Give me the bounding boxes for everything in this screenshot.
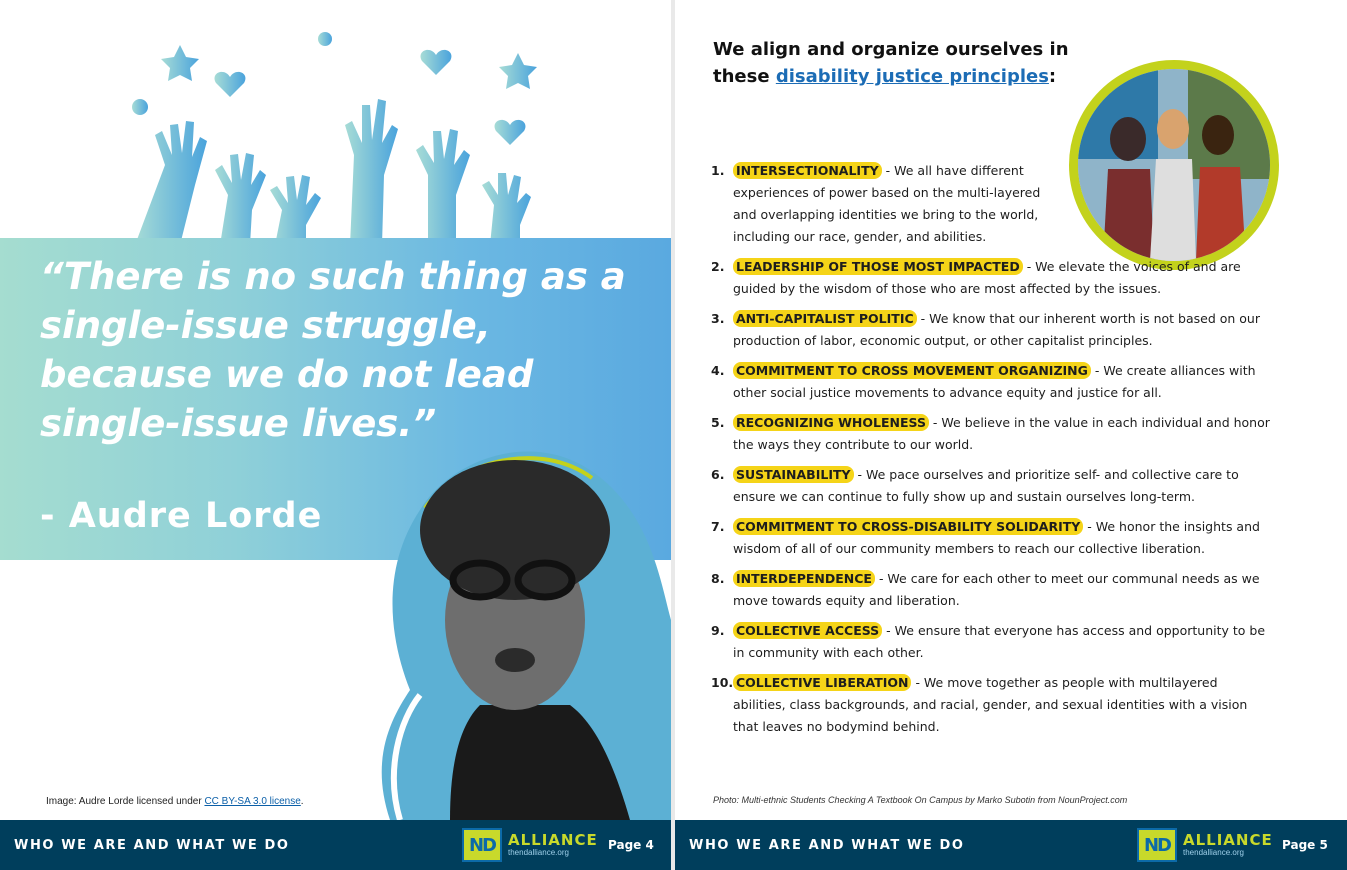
heading-line-1: We align and organize ourselves in bbox=[713, 39, 1069, 60]
license-link[interactable]: CC BY-SA 3.0 license bbox=[204, 796, 301, 807]
logo-name: ALLIANCE bbox=[1183, 831, 1273, 849]
principle-number: 3. bbox=[711, 311, 725, 326]
principle-item bbox=[711, 160, 1041, 248]
principle-item bbox=[711, 620, 1271, 664]
nd-alliance-logo bbox=[462, 828, 598, 862]
principle-number: 8. bbox=[711, 571, 725, 586]
principle-text: - We believe in the value in each individual and honor the ways they contribute to our world. bbox=[733, 415, 1270, 452]
heading-prefix: these bbox=[713, 66, 776, 87]
principle-number: 7. bbox=[711, 519, 725, 534]
principle-item bbox=[711, 412, 1271, 456]
principle-title: ANTI-CAPITALIST POLITIC bbox=[733, 310, 917, 327]
principle-text: - We elevate the voices of and are guided by the wisdom of those who are most affected by the issues. bbox=[733, 259, 1241, 296]
principle-item bbox=[711, 256, 1271, 300]
principle-item bbox=[711, 516, 1271, 560]
footer-title: WHO WE ARE AND WHAT WE DO bbox=[689, 838, 965, 853]
principle-number: 1. bbox=[711, 163, 725, 178]
image-credit-suffix: . bbox=[300, 796, 304, 807]
audre-lorde-portrait bbox=[330, 420, 671, 820]
principle-number: 2. bbox=[711, 259, 725, 274]
footer-title: WHO WE ARE AND WHAT WE DO bbox=[14, 838, 290, 853]
footer bbox=[0, 820, 671, 870]
heading-suffix: : bbox=[1048, 66, 1057, 87]
quote-text: “There is no such thing as a single-issue struggle, because we do not lead single-issue lives.” bbox=[40, 255, 626, 445]
principle-text: - We create alliances with other social justice movements to advance equity and justice for all. bbox=[733, 363, 1256, 400]
logo-mark: ND bbox=[1137, 828, 1177, 862]
principle-title: COMMITMENT TO CROSS MOVEMENT ORGANIZING bbox=[733, 362, 1091, 379]
principle-text: - We know that our inherent worth is not based on our production of labor, economic output, or other capitalist principles. bbox=[733, 311, 1260, 348]
principle-text: - We honor the insights and wisdom of all of our community members to reach our collective liberation. bbox=[733, 519, 1260, 556]
footer bbox=[675, 820, 1347, 870]
principles-list bbox=[711, 160, 1271, 746]
principle-number: 6. bbox=[711, 467, 725, 482]
principle-title: SUSTAINABILITY bbox=[733, 466, 854, 483]
principle-title: COMMITMENT TO CROSS-DISABILITY SOLIDARITY bbox=[733, 518, 1083, 535]
principle-text: - We pace ourselves and prioritize self- and collective care to ensure we can continue to fully show up and sustain ourselves long-term. bbox=[733, 467, 1239, 504]
logo-url: thendalliance.org bbox=[508, 848, 569, 857]
principle-title: INTERSECTIONALITY bbox=[733, 162, 882, 179]
principle-text: - We move together as people with multilayered abilities, class backgrounds, and racial, gender, and sexual identities with a vision that leaves no bodymind behind. bbox=[733, 675, 1248, 734]
page-number: Page 4 bbox=[608, 838, 654, 852]
logo-mark: ND bbox=[462, 828, 502, 862]
principle-number: 4. bbox=[711, 363, 725, 378]
principle-title: INTERDEPENDENCE bbox=[733, 570, 875, 587]
principle-item bbox=[711, 308, 1271, 352]
principle-text: - We all have different experiences of power based on the multi-layered and overlapping identities we bring to the world, including our race, gender, and abilities. bbox=[733, 163, 1041, 244]
principle-text: - We ensure that everyone has access and opportunity to be in community with each other. bbox=[733, 623, 1266, 660]
page-5 bbox=[675, 0, 1347, 870]
quote-author: - Audre Lorde bbox=[40, 496, 323, 536]
page-4 bbox=[0, 0, 671, 870]
principle-title: COLLECTIVE LIBERATION bbox=[733, 674, 911, 691]
photo-credit: Photo: Multi-ethnic Students Checking A Textbook On Campus by Marko Subotin from NounProject.com bbox=[713, 795, 1128, 805]
principle-number: 9. bbox=[711, 623, 725, 638]
principles-heading bbox=[713, 36, 1069, 90]
principle-title: RECOGNIZING WHOLENESS bbox=[733, 414, 929, 431]
principle-item bbox=[711, 464, 1271, 508]
principle-number: 10. bbox=[711, 675, 734, 690]
page-number: Page 5 bbox=[1282, 838, 1328, 852]
image-credit-text: Image: Audre Lorde licensed under bbox=[46, 796, 205, 807]
image-credit bbox=[46, 796, 304, 807]
logo-name: ALLIANCE bbox=[508, 831, 598, 849]
principle-item bbox=[711, 360, 1271, 404]
principle-number: 5. bbox=[711, 415, 725, 430]
nd-alliance-logo bbox=[1137, 828, 1273, 862]
heading-line-2 bbox=[713, 63, 1069, 90]
principle-item bbox=[711, 568, 1271, 612]
principle-item bbox=[711, 672, 1271, 738]
disability-justice-link[interactable]: disability justice principles bbox=[775, 66, 1049, 87]
logo-url: thendalliance.org bbox=[1183, 848, 1244, 857]
principle-title: LEADERSHIP OF THOSE MOST IMPACTED bbox=[733, 258, 1023, 275]
principle-text: - We care for each other to meet our communal needs as we move towards equity and liberation. bbox=[733, 571, 1260, 608]
raised-hands-illustration bbox=[110, 25, 560, 245]
principle-title: COLLECTIVE ACCESS bbox=[733, 622, 882, 639]
